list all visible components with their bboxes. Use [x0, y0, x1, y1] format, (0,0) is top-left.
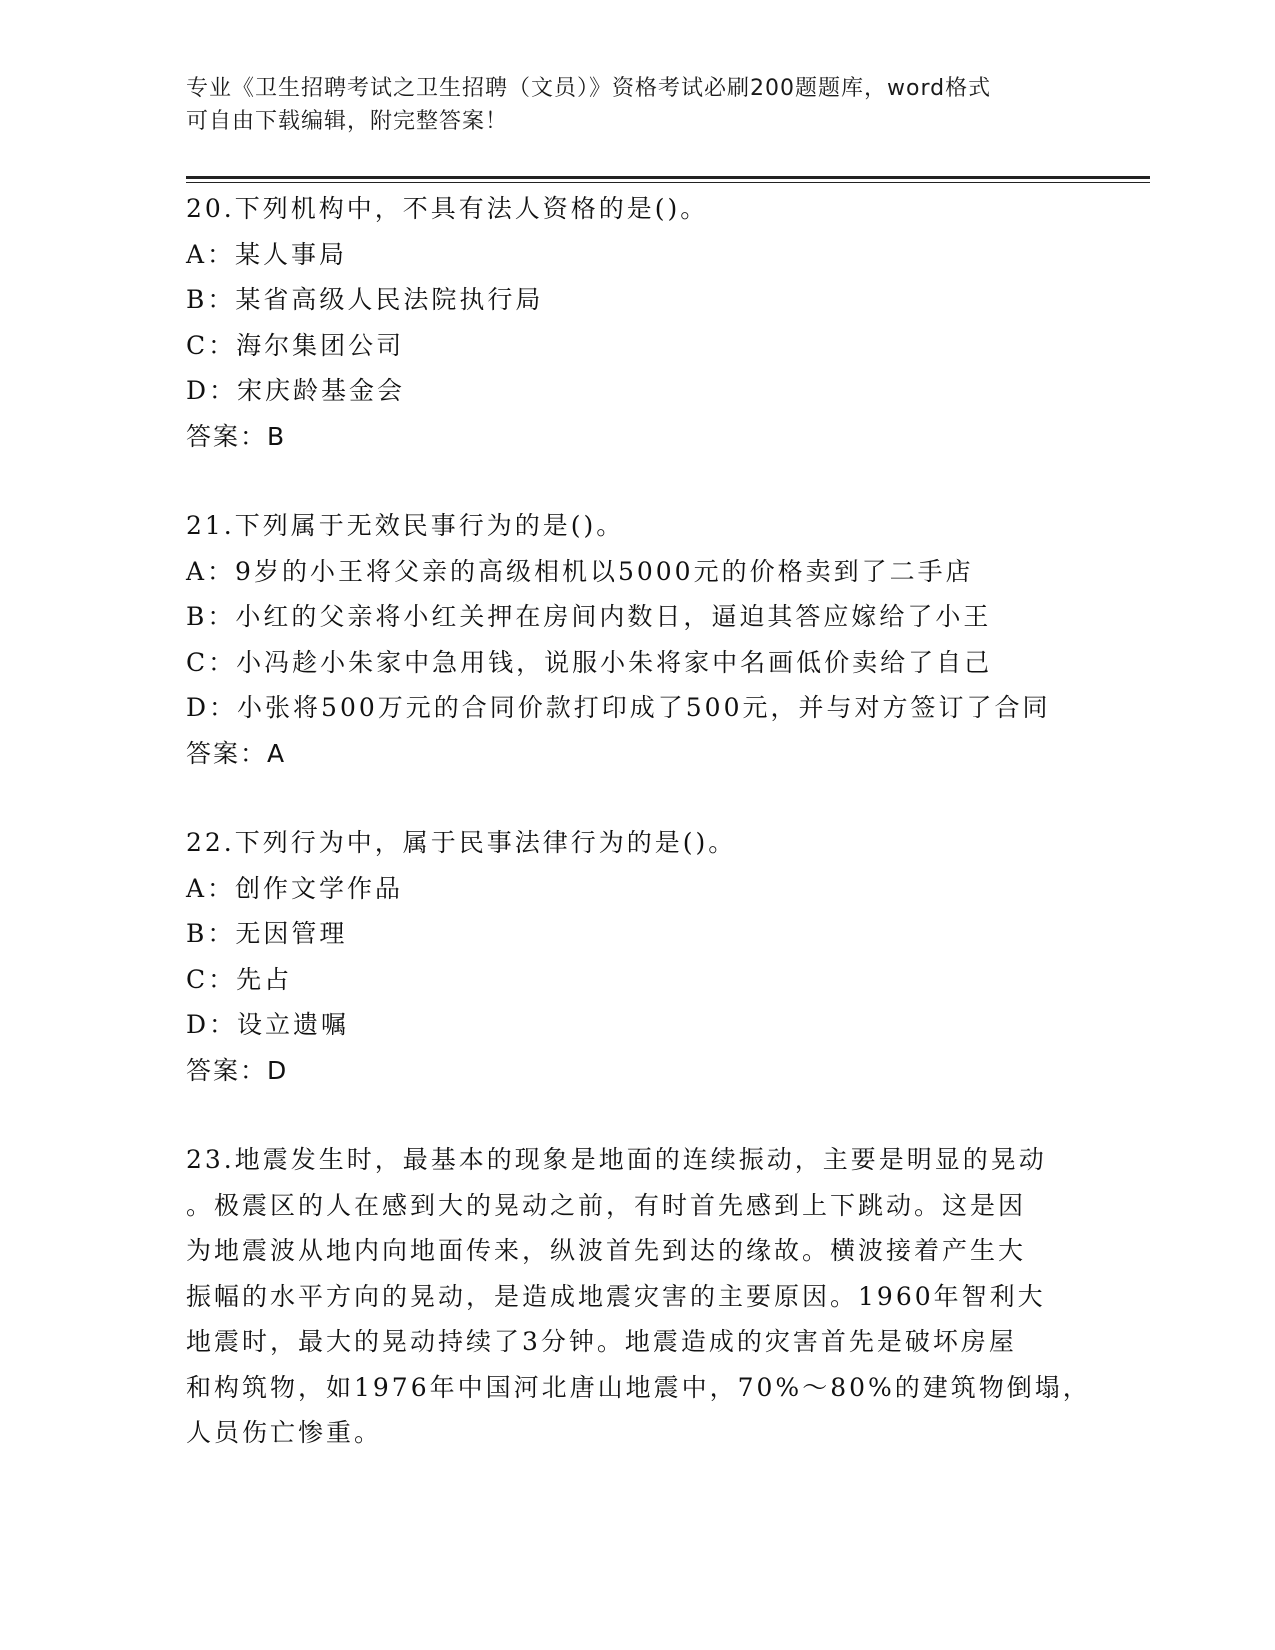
- passage-line: 地震时，最大的晃动持续了3分钟。地震造成的灾害首先是破坏房屋: [186, 1327, 1017, 1356]
- option-c: C：小冯趁小朱家中急用钱，说服小朱将家中名画低价卖给了自己: [186, 647, 993, 677]
- answer-label: 答案：B: [186, 421, 287, 451]
- option-a: A：创作文学作品: [186, 873, 404, 903]
- passage-line: 振幅的水平方向的晃动，是造成地震灾害的主要原因。1960年智利大: [186, 1281, 1046, 1311]
- option-c: C：先占: [186, 964, 293, 994]
- header-line-1: 专业《卫生招聘考试之卫生招聘（文员）》资格考试必刷200题题库，word格式: [186, 76, 992, 101]
- option-a: A：9岁的小王将父亲的高级相机以5000元的价格卖到了二手店: [186, 556, 974, 586]
- passage-line: 和构筑物，如1976年中国河北唐山地震中，70%～80%的建筑物倒塌，: [186, 1372, 1091, 1402]
- option-b: B：无因管理: [186, 919, 348, 948]
- option-c: C：海尔集团公司: [186, 330, 405, 360]
- option-d: D：设立遗嘱: [186, 1010, 350, 1039]
- header-line-2: 可自由下载编辑，附完整答案！: [186, 109, 509, 134]
- question-item: [186, 503, 1086, 776]
- option-d: D：宋庆龄基金会: [186, 376, 406, 405]
- passage-paragraph: [186, 1137, 1091, 1456]
- question-list: [186, 186, 1091, 1456]
- passage-line: 。极震区的人在感到大的晃动之前，有时首先感到上下跳动。这是因: [186, 1190, 1027, 1220]
- header-divider-thick: [186, 176, 1150, 179]
- answer-label: 答案：D: [186, 1055, 289, 1085]
- document-header: [186, 72, 1066, 138]
- option-b: B：小红的父亲将小红关押在房间内数日，逼迫其答应嫁给了小王: [186, 602, 992, 631]
- option-a: A：某人事局: [186, 239, 348, 269]
- option-b: B：某省高级人民法院执行局: [186, 285, 544, 314]
- question-stem: 21.下列属于无效民事行为的是()。: [186, 511, 625, 540]
- passage-line: 为地震波从地内向地面传来，纵波首先到达的缘故。横波接着产生大: [186, 1236, 1027, 1265]
- answer-label: 答案：A: [186, 738, 287, 768]
- option-d: D：小张将500万元的合同价款打印成了500元，并与对方签订了合同: [186, 693, 1051, 722]
- question-item: [186, 820, 1086, 1093]
- question-stem: 22.下列行为中，属于民事法律行为的是()。: [186, 828, 737, 857]
- question-item: [186, 186, 1086, 459]
- header-divider-thin: [186, 182, 1150, 183]
- passage-line: 人员伤亡惨重。: [186, 1418, 383, 1447]
- passage-line: 23.地震发生时，最基本的现象是地面的连续振动，主要是明显的晃动: [186, 1145, 1047, 1174]
- question-stem: 20.下列机构中，不具有法人资格的是()。: [186, 194, 709, 223]
